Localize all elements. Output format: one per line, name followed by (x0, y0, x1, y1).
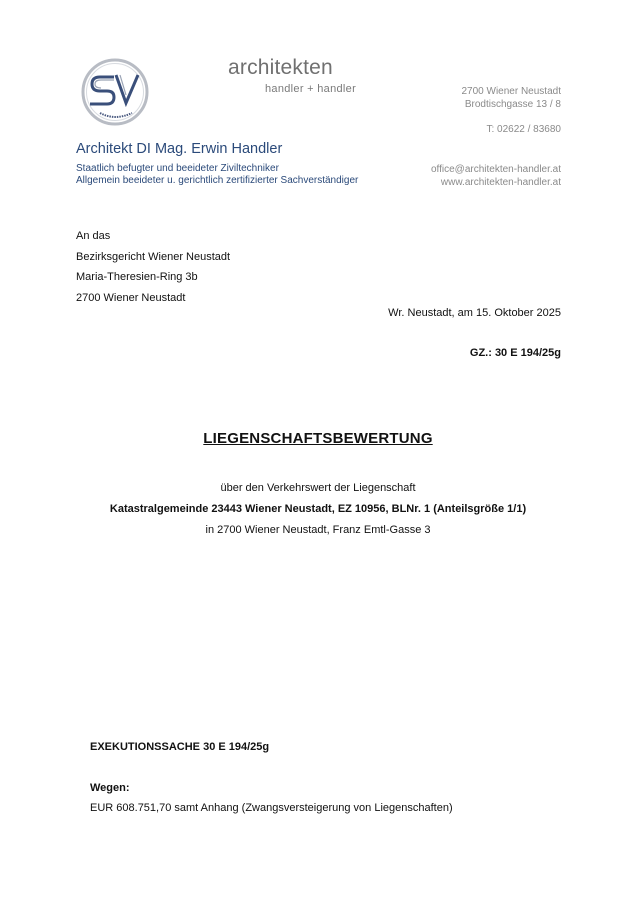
wegen-label: Wegen: (90, 782, 130, 794)
execution-case: EXEKUTIONSSACHE 30 E 194/25g (90, 741, 270, 753)
brand-title: architekten (228, 56, 333, 79)
subtitle-line-1: über den Verkehrswert der Liegenschaft (220, 482, 416, 494)
subtitle-line-3: in 2700 Wiener Neustadt, Franz Emtl-Gasse 3 (205, 524, 431, 536)
recipient-line: Bezirksgericht Wiener Neustadt (76, 250, 231, 263)
sv-logo (80, 57, 150, 127)
recipient-line: 2700 Wiener Neustadt (76, 291, 186, 304)
address-line-2: Brodtischgasse 13 / 8 (464, 99, 561, 110)
email-link[interactable]: office@architekten-handler.at (430, 164, 561, 175)
architect-description (76, 163, 358, 187)
address-line-1: 2700 Wiener Neustadt (461, 86, 561, 97)
recipient-address (76, 226, 230, 308)
web-contacts (431, 163, 561, 189)
phone-number: T: 02622 / 83680 (486, 124, 561, 135)
architect-desc-line-1: Staatlich befugter und beeideter Ziviltechniker (76, 163, 279, 174)
date-line: Wr. Neustadt, am 15. Oktober 2025 (388, 307, 561, 319)
subtitle-block (0, 478, 636, 541)
architect-desc-line-2: Allgemein beeideter u. gerichtlich zertifizierter Sachverständiger (76, 175, 359, 186)
recipient-line: An das (76, 230, 111, 242)
office-address (461, 85, 561, 111)
reference-number: GZ.: 30 E 194/25g (469, 347, 561, 359)
recipient-line: Maria-Theresien-Ring 3b (76, 271, 198, 283)
website-link[interactable]: www.architekten-handler.at (440, 177, 561, 188)
sv-logo-icon (80, 57, 150, 127)
brand-subtitle: handler + handler (265, 83, 357, 95)
subtitle-line-2: Katastralgemeinde 23443 Wiener Neustadt, EZ 10956, BLNr. 1 (Anteilsgröße 1/1) (109, 503, 527, 515)
document-title: LIEGENSCHAFTSBEWERTUNG (203, 430, 433, 447)
wegen-text: EUR 608.751,70 samt Anhang (Zwangsversteigerung von Liegenschaften) (90, 802, 453, 814)
architect-name: Architekt DI Mag. Erwin Handler (76, 141, 283, 157)
